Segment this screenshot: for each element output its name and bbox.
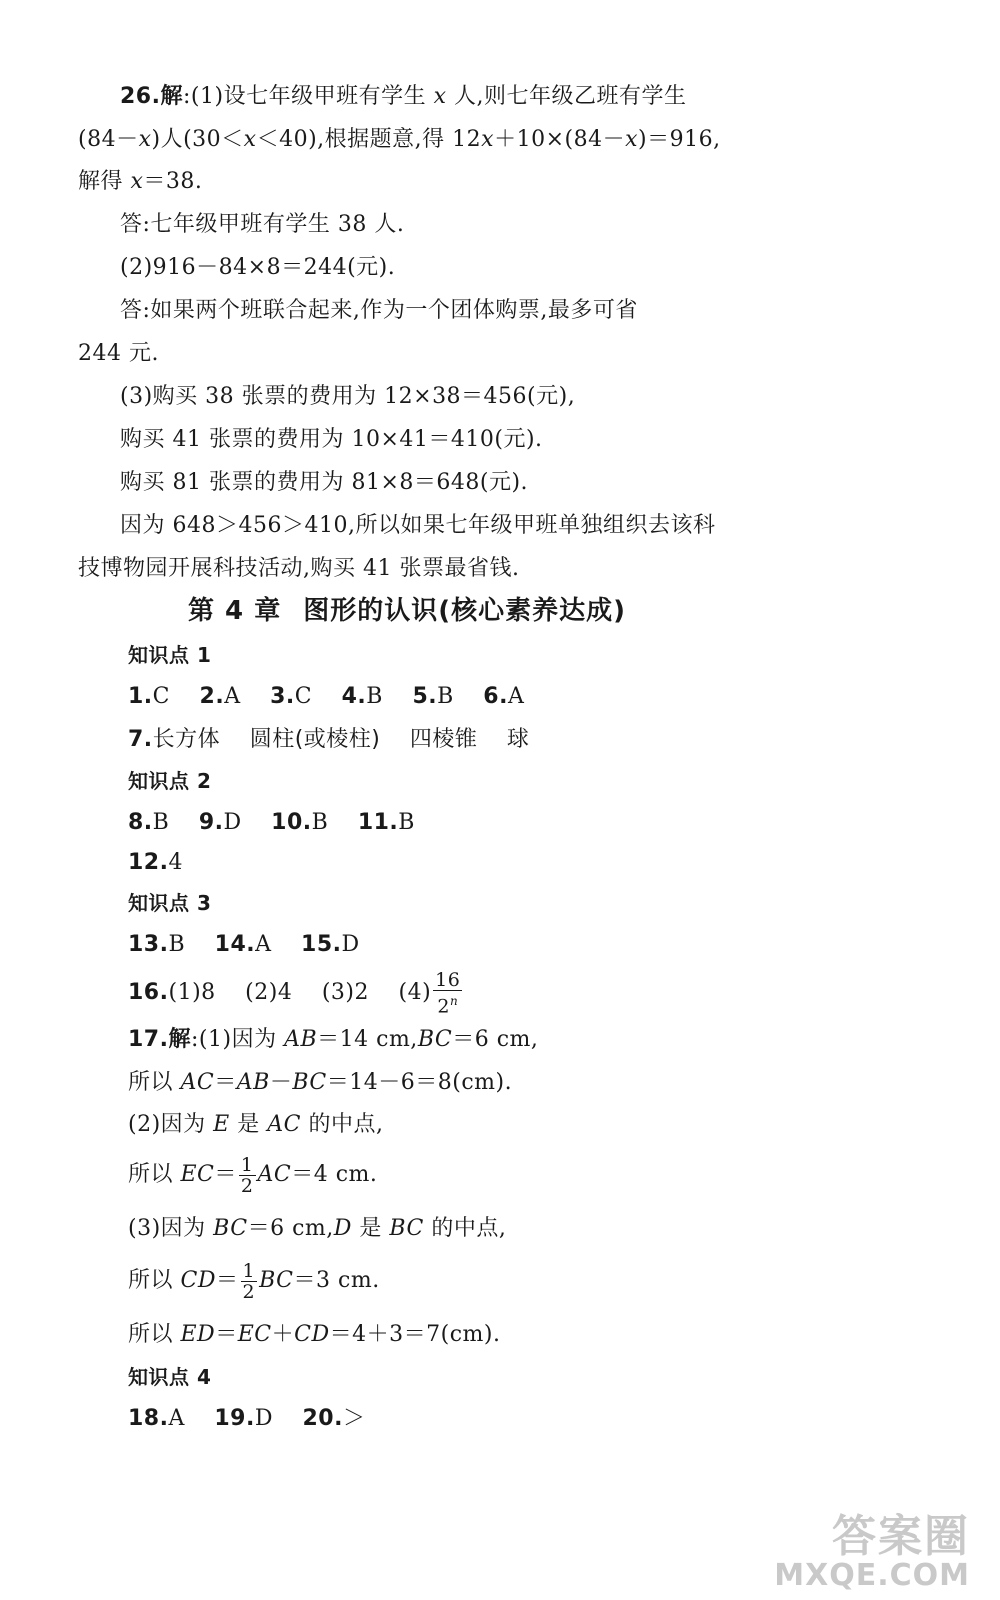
q26-part-2: (2)916－84×8＝244(元).: [120, 255, 396, 280]
q17-line-1: 17.解:(1)因为 AB＝14 cm,BC＝6 cm,: [128, 1027, 539, 1052]
half-fraction: $\frac{1}{2}$: [240, 1153, 254, 1197]
q26-conclusion-1: 因为 648＞456＞410,所以如果七年级甲班单独组织去该科: [120, 513, 716, 538]
q16-answer: 16.(1)8 (2)4 (3)2 (4) $\frac{16}{2^n}$: [128, 969, 461, 1018]
kp2-heading: 知识点 2: [128, 769, 212, 793]
q26-part-3-line-3: 购买 81 张票的费用为 81×8＝648(元).: [120, 470, 529, 495]
kp3-answers: 13.B 14.A 15.D: [128, 932, 360, 957]
q26-line-1: 26.解:(1)设七年级甲班有学生 x 人,则七年级乙班有学生: [120, 84, 687, 109]
kp4-heading: 知识点 4: [128, 1365, 212, 1389]
q17-line-7: 所以 ED＝EC＋CD＝4＋3＝7(cm).: [128, 1322, 501, 1347]
q12-answer: 12.4: [128, 850, 183, 875]
q17-line-2: 所以 AC＝AB－BC＝14－6＝8(cm).: [128, 1070, 513, 1095]
q17-line-3: (2)因为 E 是 AC 的中点,: [128, 1112, 384, 1137]
q7-answer: 7.长方体 圆柱(或棱柱) 四棱锥 球: [128, 727, 530, 752]
q17-line-5: (3)因为 BC＝6 cm,D 是 BC 的中点,: [128, 1216, 507, 1241]
q26-conclusion-2: 技博物园开展科技活动,购买 41 张票最省钱.: [78, 556, 520, 581]
q26-line-2: (84－x)人(30＜x＜40),根据题意,得 12x＋10×(84－x)＝916,: [78, 127, 721, 152]
q16-fraction: $\frac{16}{2^n}$: [435, 969, 461, 1018]
kp1-answers: 1.C 2.A 3.C 4.B 5.B 6.A: [128, 684, 525, 709]
q26-answer-a: 答:七年级甲班有学生 38 人.: [120, 212, 405, 237]
kp2-answers: 8.B 9.D 10.B 11.B: [128, 810, 415, 835]
q26-line-3: 解得 x＝38.: [78, 169, 203, 194]
q17-line-4: 所以 EC＝ $\frac{1}{2}$ AC＝4 cm.: [128, 1153, 378, 1197]
q26-answer-b-2: 244 元.: [78, 341, 159, 366]
half-fraction-2: $\frac{1}{2}$: [242, 1259, 256, 1303]
watermark-logo: 答案圈 MXQE.COM: [774, 1511, 970, 1593]
q26-part-3-line-2: 购买 41 张票的费用为 10×41＝410(元).: [120, 427, 543, 452]
q17-line-6: 所以 CD＝ $\frac{1}{2}$ BC＝3 cm.: [128, 1259, 380, 1303]
q26-answer-b-1: 答:如果两个班联合起来,作为一个团体购票,最多可省: [120, 298, 638, 323]
chapter-title: 第 4 章 图形的认识(核心素养达成): [188, 596, 626, 626]
kp1-heading: 知识点 1: [128, 643, 212, 667]
q26-part-3-line-1: (3)购买 38 张票的费用为 12×38＝456(元),: [120, 384, 576, 409]
kp4-answers: 18.A 19.D 20.＞: [128, 1406, 366, 1431]
kp3-heading: 知识点 3: [128, 891, 212, 915]
